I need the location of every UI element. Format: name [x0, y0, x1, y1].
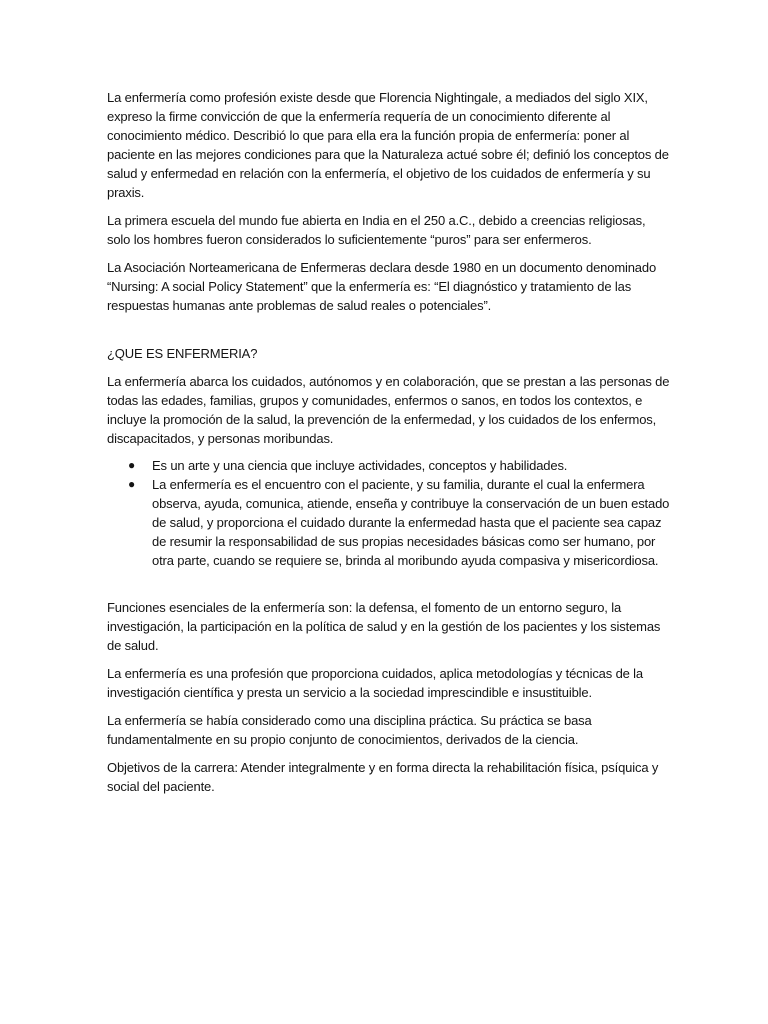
bullet-icon: ●: [128, 477, 136, 491]
list-item-text: Es un arte y una ciencia que incluye actividades, conceptos y habilidades.: [152, 458, 568, 473]
paragraph-discipline: La enfermería se había considerado como una disciplina práctica. Su práctica se basa fundamentalmente en su propio conjunto de conocimientos, derivados de la ciencia.: [107, 713, 592, 747]
bullet-icon: ●: [128, 458, 136, 472]
paragraph-nightingale: La enfermería como profesión existe desde que Florencia Nightingale, a mediados del siglo XIX, expreso la firme convicción de que la enfermería requería de un conocimiento diferente al conocimiento médico. Describió lo que para ella era la función propia de enfermería: poner al paciente en las mejores condiciones para que la Naturaleza actué sobre él; definió los conceptos de salud y enfermedad en relación con la enfermería, el objetivo de los cuidados de enfermería y su praxis.: [107, 90, 669, 200]
list-item: [107, 475, 672, 570]
paragraph-definition: La enfermería abarca los cuidados, autónomos y en colaboración, que se prestan a las personas de todas las edades, familias, grupos y comunidades, enfermos o sanos, en todos los contextos, e incluye la promoción de la salud, la prevención de la enfermedad, y los cuidados de los enfermos, discapacitados, y personas moribundas.: [107, 374, 670, 446]
section-heading: ¿QUE ES ENFERMERIA?: [107, 346, 258, 361]
paragraph-first-school: La primera escuela del mundo fue abierta en India en el 250 a.C., debido a creencias religiosas, solo los hombres fueron considerados lo suficientemente “puros” para ser enfermeros.: [107, 213, 646, 247]
paragraph-profession: La enfermería es una profesión que proporciona cuidados, aplica metodologías y técnicas de la investigación científica y presta un servicio a la sociedad imprescindible e insustituible.: [107, 666, 644, 700]
list-item: [107, 456, 672, 475]
paragraph-functions: Funciones esenciales de la enfermería son: la defensa, el fomento de un entorno seguro, la investigación, la participación en la política de salud y en la gestión de los pacientes y los sistemas de salud.: [107, 600, 661, 653]
paragraph-ana-definition: La Asociación Norteamericana de Enfermeras declara desde 1980 en un documento denominado “Nursing: A social Policy Statement” que la enfermería es: “El diagnóstico y tratamiento de las respuestas humanas ante problemas de salud reales o potenciales”.: [107, 260, 657, 313]
bullet-list: [107, 456, 672, 570]
list-item-text: La enfermería es el encuentro con el paciente, y su familia, durante el cual la enfermera observa, ayuda, comunica, atiende, enseña y contribuye la conservación de un buen estado de salud, y proporciona el cuidado durante la enfermedad hasta que el paciente sea capaz de resumir la responsabilidad de sus propias necesidades básicas como ser humano, por otra parte, cuando se requiere se, brinda al moribundo ayuda compasiva y misericordiosa.: [152, 477, 670, 568]
document-page: [107, 88, 672, 796]
paragraph-objectives: Objetivos de la carrera: Atender integralmente y en forma directa la rehabilitación física, psíquica y social del paciente.: [107, 760, 659, 794]
